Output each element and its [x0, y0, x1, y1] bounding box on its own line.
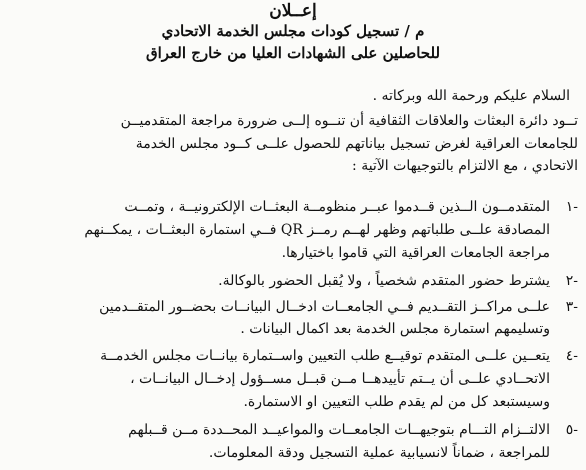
item-line: الاتحــادي علــى أن يــتم تأييدهــا مــن قبــل مســؤول إدخــال البيانــات ،: [130, 371, 550, 387]
item-number: ٥-: [565, 422, 578, 438]
item-line: وسيستبعد كل من لم يقدم طلب التعيين او الاستمارة.: [243, 394, 550, 410]
item-line: يتعــين علــى المتقدم توقيــع طلب التعيين واســتمارة بيانــات مجلس الخدمــة: [100, 348, 550, 364]
item-line: مراجعة الجامعات العراقية التي قاموا باختيارها.: [281, 245, 550, 261]
item-number: ١-: [565, 199, 578, 215]
item-line: علــى مراكــز التقــديم فــي الجامعــات ادخــال البيانــات بحضــور المتقــدمين: [99, 299, 550, 315]
greeting: السلام عليكم ورحمة الله وبركاته .: [372, 88, 570, 104]
subject-line-continuation: للحاصلين على الشهادات العليا من خارج العراق: [145, 44, 441, 62]
item-line: للمراجعة ، ضماناً لانسيابية عملية التسجيل ودقة المعلومات.: [208, 445, 550, 461]
item-line: المتقدمــون الــذين قــدموا عبــر منظومــة البعثــات الإلكترونيــة ، وتمــت: [124, 199, 550, 215]
item-number: ٢-: [565, 273, 578, 289]
item-line: وتسليمهم استمارة مجلس الخدمة بعد اكمال البيانات .: [240, 321, 550, 337]
announcement-title: إعــلان: [269, 1, 317, 21]
item-line: المصادقة علــى طلباتهم وظهر لهــم رمــز QR فــي استمارة البعثــات ، يمكــنهم: [84, 222, 550, 238]
subject-line: م / تسجيل كودات مجلس الخدمة الاتحادي: [161, 22, 425, 40]
intro-line: للجامعات العراقية لغرض تسجيل بياناتهم للحصول علــى كــود مجلس الخدمة: [135, 136, 578, 152]
item-line: يشترط حضور المتقدم شخصياً ، ولا يُقبل الحضور بالوكالة.: [218, 273, 550, 289]
intro-line: الاتحادي ، مع الالتزام بالتوجيهات الآتية :: [352, 158, 578, 174]
item-number: ٣-: [565, 299, 578, 315]
intro-line: تــود دائرة البعثات والعلاقات الثقافية أن تنــوه إلــى ضرورة مراجعة المتقدميــن: [120, 113, 578, 129]
item-number: ٤-: [565, 348, 578, 364]
item-line: الالتــزام التـــام بتوجيهــات الجامعــات والمواعيــد المحــددة مــن قــبلهم: [128, 422, 550, 438]
